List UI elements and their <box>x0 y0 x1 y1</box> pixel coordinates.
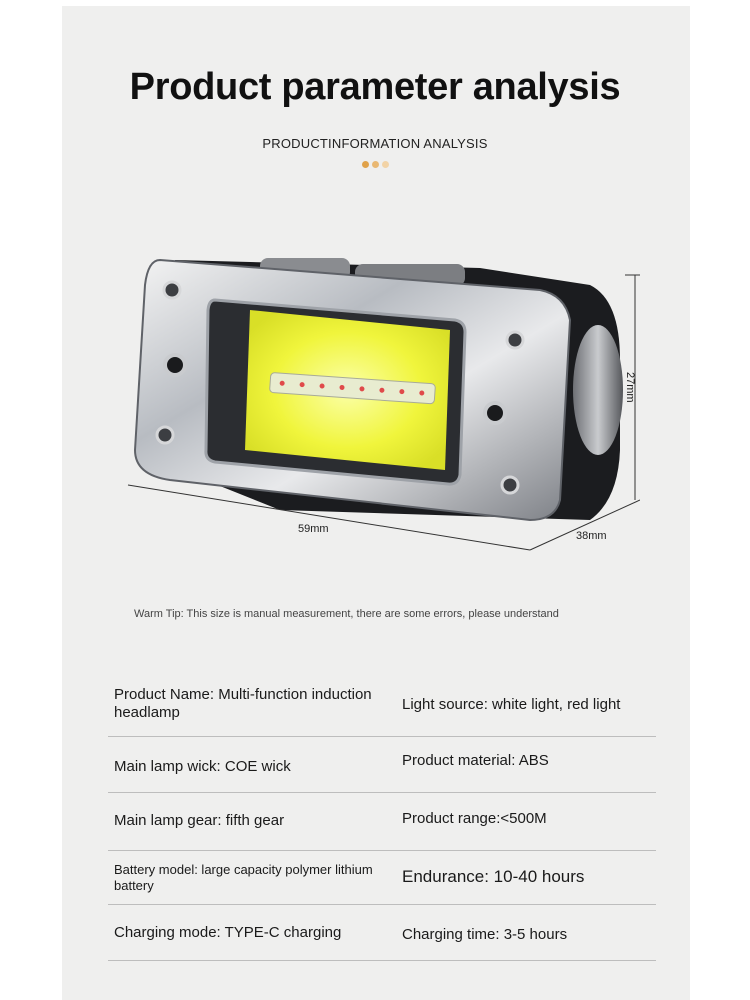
dot-1 <box>362 161 369 168</box>
spec-right: Charging time: 3-5 hours <box>402 926 568 943</box>
width-dimension-label: 59mm <box>298 523 329 535</box>
decor-dots <box>362 161 389 168</box>
page-title: Product parameter analysis <box>129 66 621 108</box>
side-knob <box>573 325 623 455</box>
spec-divider <box>108 960 656 961</box>
spec-divider <box>108 904 656 905</box>
dot-2 <box>372 161 379 168</box>
spec-divider <box>108 792 656 793</box>
spec-divider <box>108 736 656 737</box>
warm-tip-note: Warm Tip: This size is manual measurement, there are some errors, please understand <box>134 608 559 620</box>
height-dimension-label: 27mm <box>624 372 636 403</box>
spec-right: Endurance: 10-40 hours <box>402 867 585 886</box>
spec-left: Battery model: large capacity polymer lithium battery <box>114 862 373 893</box>
dot-3 <box>382 161 389 168</box>
spec-right: Product range:<500M <box>402 810 547 827</box>
spec-left: Main lamp gear: fifth gear <box>114 812 285 829</box>
page-subtitle: PRODUCTINFORMATION ANALYSIS <box>262 136 488 151</box>
depth-dimension-label: 38mm <box>576 530 607 542</box>
spec-divider <box>108 850 656 851</box>
spec-left: Charging mode: TYPE-C charging <box>114 924 342 941</box>
headlamp-product-image <box>120 230 640 560</box>
spec-right: Light source: white light, red light <box>402 696 621 713</box>
spec-left: Product Name: Multi-function induction headlamp <box>114 686 372 721</box>
spec-left: Main lamp wick: COE wick <box>114 758 291 775</box>
spec-right: Product material: ABS <box>402 752 549 769</box>
